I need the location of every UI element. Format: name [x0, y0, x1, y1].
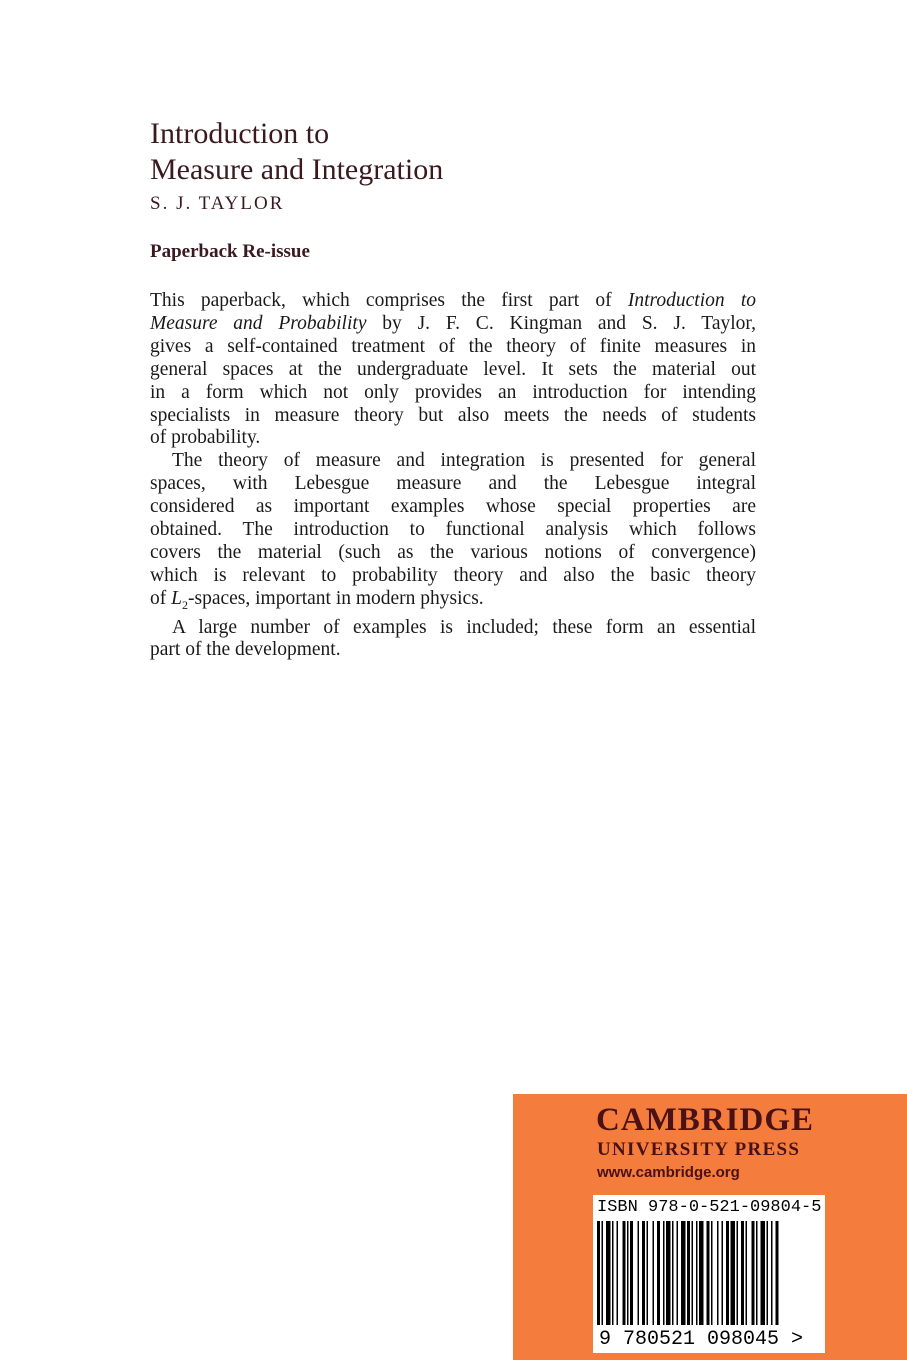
barcode-bar [696, 1221, 698, 1325]
barcode-bar [623, 1221, 626, 1325]
barcode-bar [681, 1221, 686, 1325]
barcode-bar [612, 1221, 614, 1325]
blurb-line: specialists in measure theory but also meets the needs of students [150, 404, 756, 426]
book-title-line-2: Measure and Integration [150, 153, 444, 186]
barcode-bar [606, 1221, 611, 1325]
barcode-bar [707, 1221, 710, 1325]
publisher-press: UNIVERSITY PRESS [597, 1139, 801, 1160]
barcode-bar [731, 1221, 736, 1325]
barcode-bar [767, 1221, 769, 1325]
barcode-bar [647, 1221, 649, 1325]
barcode-bar [752, 1221, 755, 1325]
blurb-text: This paperback, which comprises the first part of [150, 290, 628, 311]
publisher-url: www.cambridge.org [597, 1164, 740, 1181]
math-subscript: 2 [181, 597, 188, 612]
barcode-bar [627, 1221, 629, 1325]
blurb-line: The theory of measure and integration is presented for general [172, 450, 756, 472]
barcode-bar [722, 1221, 724, 1325]
barcode-bar [617, 1221, 619, 1325]
blurb-line: covers the material (such as the various notions of convergence) [150, 541, 756, 563]
barcode-bar [711, 1221, 713, 1325]
blurb-line: in a form which not only provides an introduction for intending [150, 381, 756, 403]
barcode-bar [756, 1221, 758, 1325]
blurb-line: of probability. [150, 427, 261, 449]
blurb-italic-title: Introduction to [627, 290, 756, 311]
reissue-heading: Paperback Re-issue [150, 241, 310, 262]
blurb-line: general spaces at the undergraduate level. It sets the material out [150, 358, 756, 380]
ean-digits: 9 780521 098045 > [599, 1328, 804, 1351]
barcode-bar [737, 1221, 739, 1325]
barcode-bar [657, 1221, 660, 1325]
barcode-bar [677, 1221, 679, 1325]
barcode-bar [717, 1221, 719, 1325]
barcode-bar [692, 1221, 694, 1325]
math-variable: L [171, 587, 182, 609]
book-title-line-1: Introduction to [150, 117, 330, 150]
barcode-bar [771, 1221, 773, 1325]
barcode-bar [666, 1221, 671, 1325]
blurb-line: obtained. The introduction to functional analysis which follows [150, 519, 756, 541]
barcode-bar [761, 1221, 766, 1325]
barcode-bar [776, 1221, 779, 1325]
barcode-bar [630, 1221, 633, 1325]
barcode-panel [593, 1195, 825, 1353]
barcode-bar [726, 1221, 729, 1325]
barcode-bar [642, 1221, 645, 1325]
title-block [150, 116, 443, 188]
barcode-bar [746, 1221, 748, 1325]
publisher-name: CAMBRIDGE [596, 1102, 815, 1138]
blurb-text: by J. F. C. Kingman and S. J. Taylor, [366, 312, 756, 334]
barcode-bar [741, 1221, 744, 1325]
barcode-bar [602, 1221, 604, 1325]
blurb-line: considered as important examples whose special properties are [150, 496, 756, 518]
barcode-bar [653, 1221, 655, 1325]
blurb-line: which is relevant to probability theory and also the basic theory [150, 564, 756, 586]
barcode-bar [638, 1221, 640, 1325]
blurb-text: -spaces, important in modern physics. [187, 587, 484, 609]
blurb-line: gives a self-contained treatment of the theory of finite measures in [150, 335, 756, 357]
blurb-line [150, 290, 756, 313]
blurb-line [150, 313, 756, 336]
isbn-text: ISBN 978-0-521-09804-5 [597, 1198, 822, 1217]
book-author: S. J. TAYLOR [150, 193, 285, 214]
barcode-bar [687, 1221, 690, 1325]
barcode-bar [699, 1221, 704, 1325]
blurb-line: part of the development. [150, 639, 341, 661]
barcode-bar [672, 1221, 674, 1325]
blurb-line: A large number of examples is included; these form an essential [172, 616, 756, 638]
barcode-bar [663, 1221, 665, 1325]
book-blurb [150, 290, 756, 662]
blurb-italic-title: Measure and Probability [150, 312, 367, 334]
blurb-line [150, 588, 756, 617]
barcode-bar [597, 1221, 600, 1325]
publisher-box [513, 1094, 907, 1360]
blurb-line: spaces, with Lebesgue measure and the Lebesgue integral [150, 473, 756, 495]
blurb-text: of [150, 587, 172, 609]
